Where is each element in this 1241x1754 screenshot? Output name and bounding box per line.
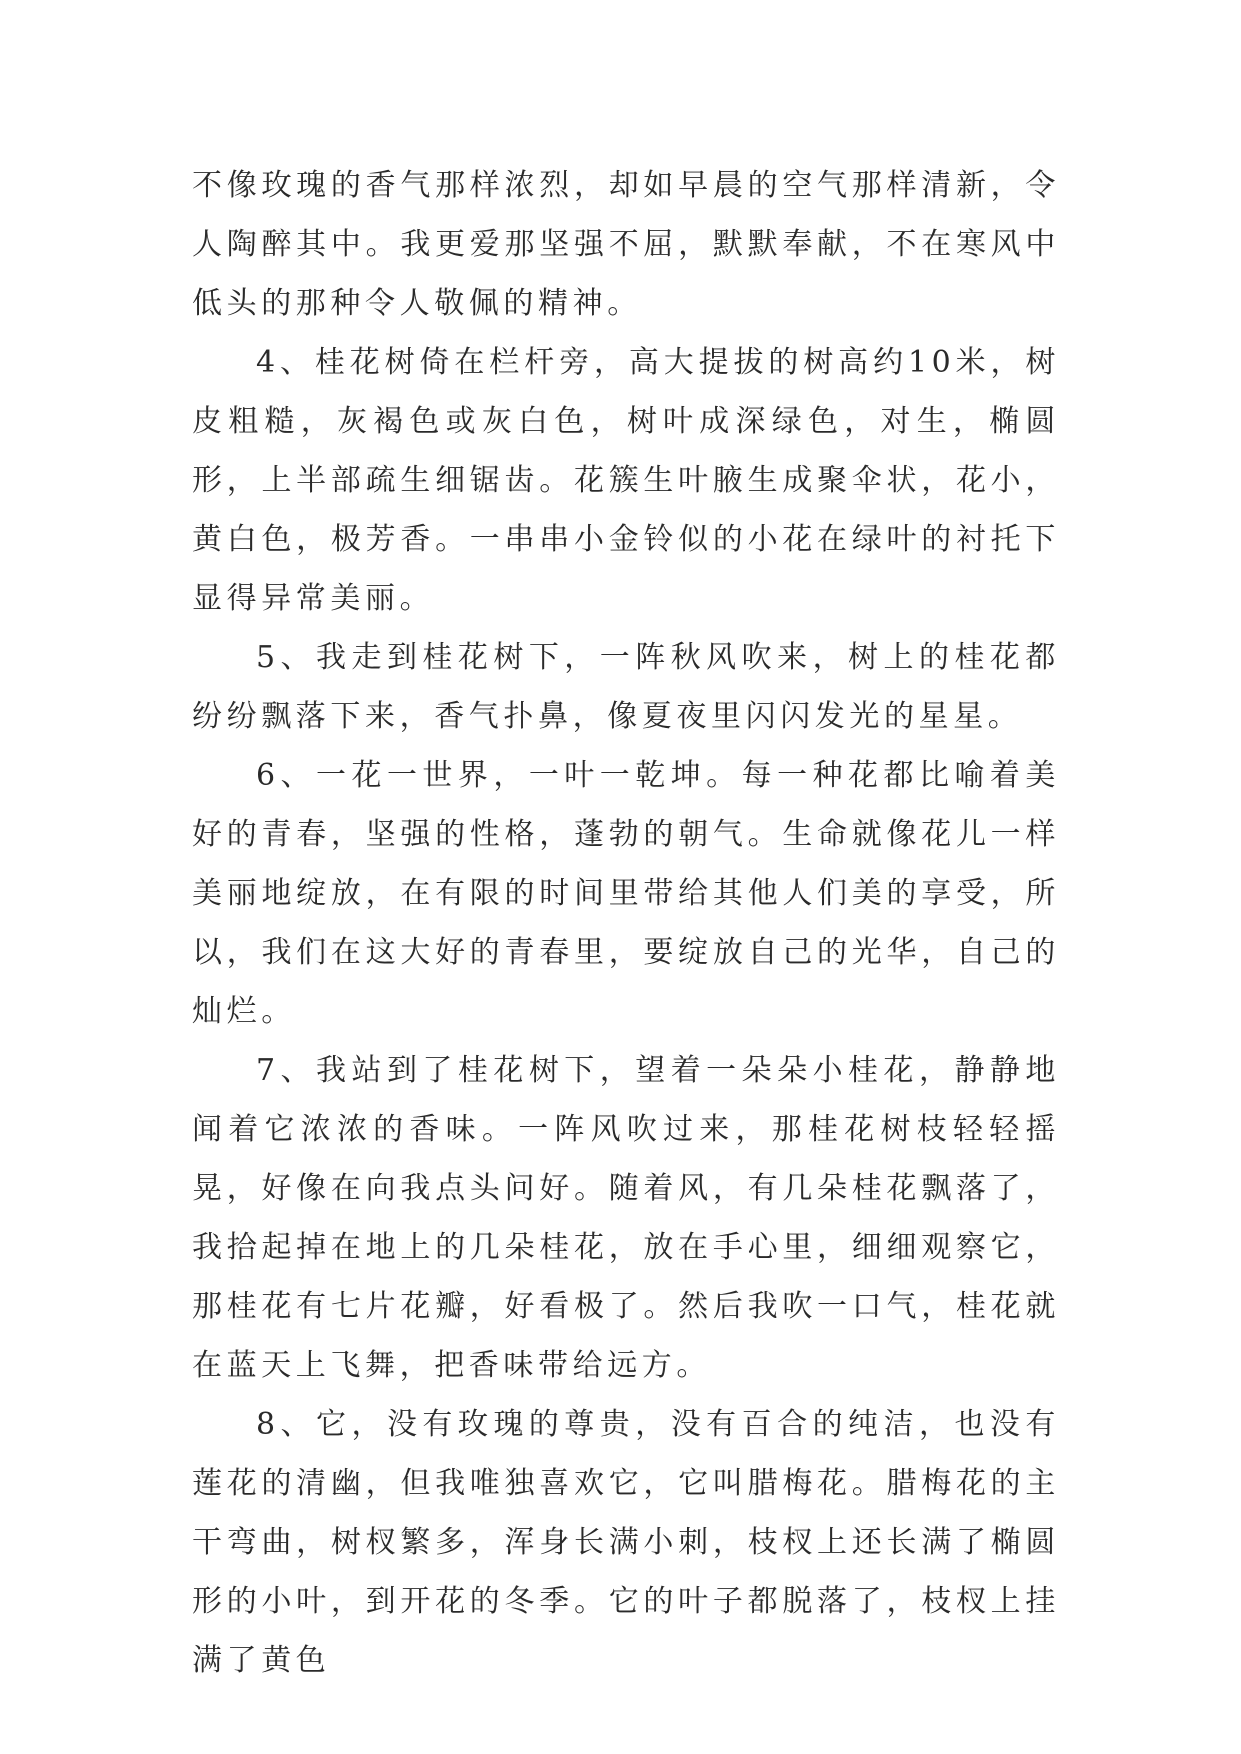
paragraph-continuation: 不像玫瑰的香气那样浓烈，却如早晨的空气那样清新，令人陶醉其中。我更爱那坚强不屈，默默奉献，不在寒风中低头的那种令人敬佩的精神。 (192, 168, 1060, 321)
paragraph-8: 8、它，没有玫瑰的尊贵，没有百合的纯洁，也没有莲花的清幽，但我唯独喜欢它，它叫腊梅花。腊梅花的主干弯曲，树杈繁多，浑身长满小刺，枝杈上还长满了椭圆形的小叶，到开花的冬季。它的叶子都脱落了，枝杈上挂满了黄色 (192, 1407, 1060, 1678)
document-body (192, 156, 1060, 1690)
paragraph-6: 6、一花一世界，一叶一乾坤。每一种花都比喻着美好的青春，坚强的性格，蓬勃的朝气。生命就像花儿一样美丽地绽放，在有限的时间里带给其他人们美的享受，所以，我们在这大好的青春里，要绽放自己的光华，自己的灿烂。 (192, 758, 1060, 1029)
paragraph-5: 5、我走到桂花树下，一阵秋风吹来，树上的桂花都纷纷飘落下来，香气扑鼻，像夏夜里闪闪发光的星星。 (192, 640, 1060, 734)
paragraph-7: 7、我站到了桂花树下，望着一朵朵小桂花，静静地闻着它浓浓的香味。一阵风吹过来，那桂花树枝轻轻摇晃，好像在向我点头问好。随着风，有几朵桂花飘落了，我拾起掉在地上的几朵桂花，放在手心里，细细观察它，那桂花有七片花瓣，好看极了。然后我吹一口气，桂花就在蓝天上飞舞，把香味带给远方。 (192, 1053, 1060, 1383)
paragraph-4: 4、桂花树倚在栏杆旁，高大提拔的树高约10米，树皮粗糙，灰褐色或灰白色，树叶成深绿色，对生，椭圆形，上半部疏生细锯齿。花簇生叶腋生成聚伞状，花小，黄白色，极芳香。一串串小金铃似的小花在绿叶的衬托下显得异常美丽。 (192, 345, 1060, 616)
